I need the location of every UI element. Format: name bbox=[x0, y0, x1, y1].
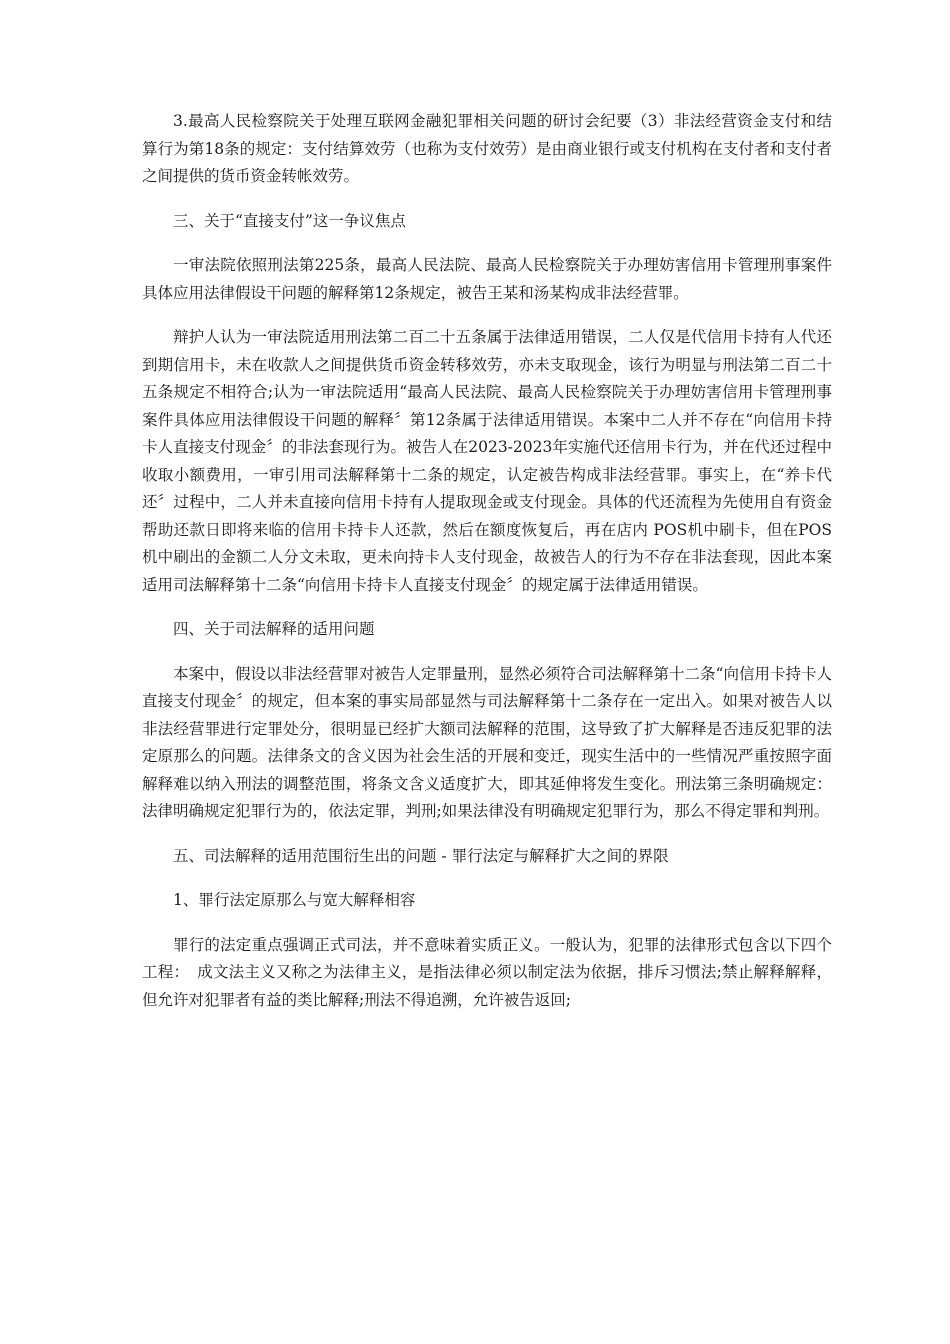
paragraph-2: 一审法院依照刑法第225条，最高人民法院、最高人民检察院关于办理妨害信用卡管理刑事案件具体应用法律假设干问题的解释第12条规定，被告王某和汤某构成非法经营罪。 bbox=[142, 256, 832, 302]
subsection-heading-1: 1、罪行法定原那么与宽大解释相容 bbox=[173, 891, 416, 909]
paragraph-4: 本案中，假设以非法经营罪对被告人定罪量刑，显然必须符合司法解释第十二条“向信用卡持卡人直接支付现金〞的规定，但本案的事实局部显然与司法解释第十二条存在一定出入。如果对被告人以非法经营罪进行定罪处分，很明显已经扩大额司法解释的范围，这导致了扩大解释是否违反犯罪的法定原那么的问题。法律条文的含义因为社会生活的开展和变迁，现实生活中的一些情况严重按照字面解释难以纳入刑法的调整范围，将条文含义适度扩大，即其延伸将发生变化。刑法第三条明确规定：法律明确规定犯罪行为的，依法定罪，判刑;如果法律没有明确规定犯罪行为，那么不得定罪和判刑。 bbox=[142, 664, 832, 820]
paragraph-1: 3.最高人民检察院关于处理互联网金融犯罪相关问题的研讨会纪要（3）非法经营资金支付和结算行为第18条的规定：支付结算效劳（也称为支付效劳）是由商业银行或支付机构在支付者和支付者之间提供的货币资金转帐效劳。 bbox=[142, 112, 832, 185]
paragraph-5: 罪行的法定重点强调正式司法，并不意味着实质正义。一般认为，犯罪的法律形式包含以下四个工程： 成文法主义又称之为法律主义，是指法律必须以制定法为依据，排斥习惯法;禁止解释解释，但允许对犯罪者有益的类比解释;刑法不得追溯，允许被告返回; bbox=[142, 935, 832, 1009]
section-heading-4: 四、关于司法解释的适用问题 bbox=[173, 620, 375, 638]
paragraph-3: 辩护人认为一审法院适用刑法第二百二十五条属于法律适用错误，二人仅是代信用卡持有人代还到期信用卡，未在收款人之间提供货币资金转移效劳，亦未支取现金，该行为明显与刑法第二百二十五条规定不相符合;认为一审法院适用“最高人民法院、最高人民检察院关于办理妨害信用卡管理刑事案件具体应用法律假设干问题的解释〞第12条属于法律适用错误。本案中二人并不存在“向信用卡持卡人直接支付现金〞的非法套现行为。被告人在2023-2023年实施代还信用卡行为，并在代还过程中收取小额费用，一审引用司法解释第十二条的规定，认定被告构成非法经营罪。事实上，在“养卡代还〞过程中，二人并未直接向信用卡持有人提取现金或支付现金。具体的代还流程为先使用自有资金帮助还款日即将来临的信用卡持卡人还款，然后在额度恢复后，再在店内 POS机中刷卡，但在POS机中刷出的金额二人分文未取，更未向持卡人支付现金，故被告人的行为不存在非法套现，因此本案适用司法解释第十二条“向信用卡持卡人直接支付现金〞的规定属于法律适用错误。 bbox=[142, 328, 832, 594]
document-page bbox=[142, 108, 832, 1031]
section-heading-3: 三、关于“直接支付”这一争议焦点 bbox=[173, 211, 406, 230]
section-heading-5: 五、司法解释的适用范围衍生出的问题 - 罪行法定与解释扩大之间的界限 bbox=[173, 846, 669, 865]
